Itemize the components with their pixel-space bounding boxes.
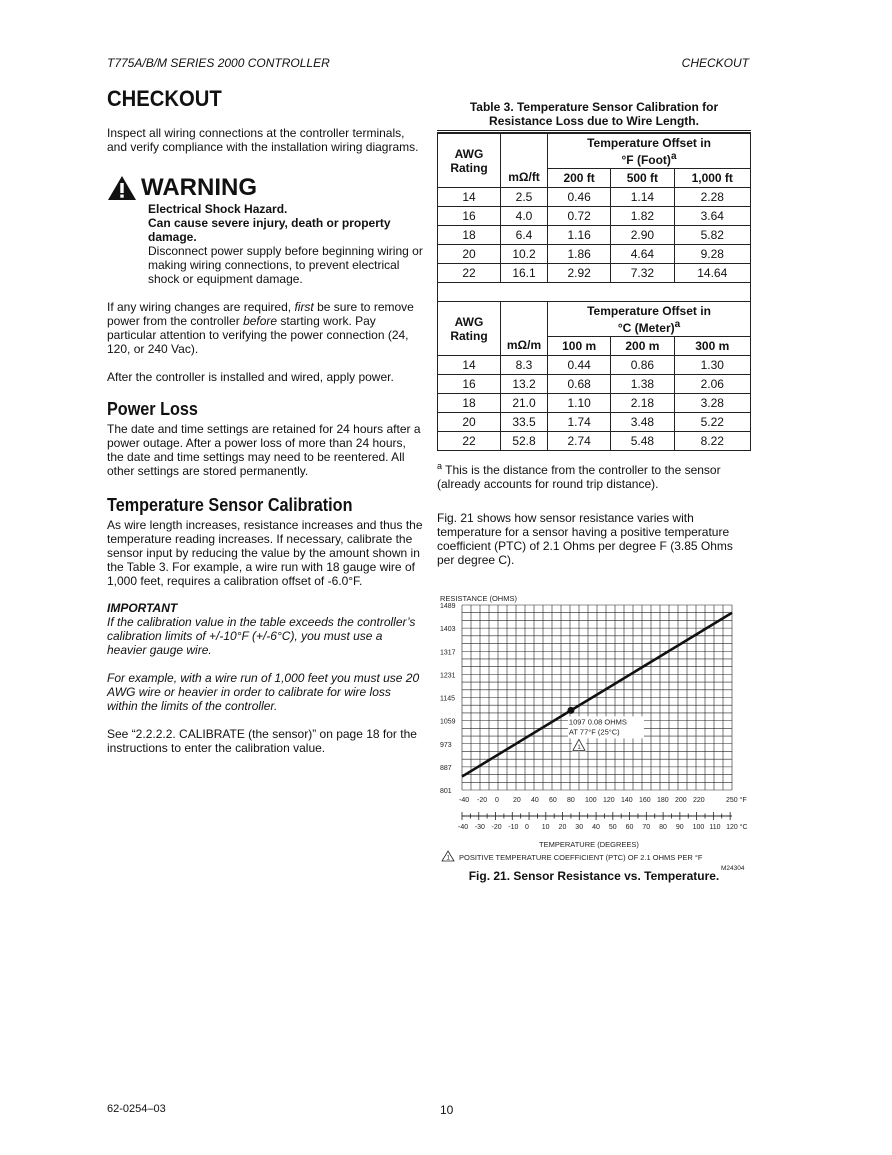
warning-box [107, 174, 423, 286]
table-cell: 2.28 [674, 188, 751, 207]
running-header-section: CHECKOUT [681, 56, 749, 70]
table-cell: 2.5 [501, 188, 548, 207]
table-cell: 4.0 [501, 207, 548, 226]
table-cell: 4.64 [611, 245, 674, 264]
y-tick-label: 973 [440, 741, 452, 749]
column-header: 300 m [674, 337, 751, 356]
left-column [107, 86, 423, 755]
power-loss-body: The date and time settings are retained for 24 hours after a power outage. After a power loss of more than 24 hours, the date and time settings may need to be reentered. All other settings are stored permanently. [107, 422, 421, 478]
x-tick-label-c: 100 [692, 824, 705, 831]
column-header: 200 ft [548, 169, 611, 188]
table-cell: 20 [438, 245, 501, 264]
ptc-note: POSITIVE TEMPERATURE COEFFICIENT (PTC) OF 2.1 OHMS PER °F [459, 853, 703, 862]
emphasis-before: before [243, 314, 278, 328]
table-cell: 1.16 [548, 226, 611, 245]
calibration-heading: Temperature Sensor Calibration [107, 495, 353, 515]
table-cell: 1.14 [611, 188, 674, 207]
x-tick-label-c: 70 [642, 824, 651, 831]
x-tick-label-c: 0 [525, 824, 529, 831]
x-tick-label-f: 140 [621, 797, 633, 804]
footnote-text: This is the distance from the controller to the sensor (already accounts for round trip distance). [437, 463, 721, 491]
table-row [438, 264, 751, 283]
see-calibrate-paragraph: See “2.2.2.2. CALIBRATE (the sensor)” on page 18 for the instructions to enter the calibration value. [107, 727, 417, 755]
warning-body [148, 202, 423, 286]
table-cell: 0.86 [611, 356, 674, 375]
awg-rating-header-c [438, 302, 501, 356]
x-tick-label-c: -10 [508, 824, 519, 831]
f-group-header [548, 134, 751, 169]
unit-header-m: mΩ/m [501, 302, 548, 356]
x-tick-label-c: 110 [709, 824, 721, 831]
table-row [438, 432, 751, 451]
figure-intro: Fig. 21 shows how sensor resistance varies with temperature for a sensor having a positive temperature coefficient (PTC) of 2.1 Ohms per degree F (3.85 Ohms per degree C). [437, 511, 733, 567]
table-cell: 22 [438, 432, 501, 451]
y-tick-label: 1231 [440, 672, 456, 680]
y-tick-label: 887 [440, 764, 452, 772]
column-header: 100 m [548, 337, 611, 356]
table-row [438, 394, 751, 413]
table-cell: 16 [438, 207, 501, 226]
table-row [438, 375, 751, 394]
wiring-changes-paragraph [107, 300, 423, 356]
table-cell: 3.48 [611, 413, 674, 432]
table-cell: 2.06 [674, 375, 751, 394]
x-tick-label-f: 80 [567, 797, 575, 804]
warning-line2: Can cause severe injury, death or property damage. [148, 216, 391, 244]
c-group-line2: °C (Meter) [617, 320, 675, 335]
table-cell: 2.74 [548, 432, 611, 451]
table-cell: 14 [438, 188, 501, 207]
y-tick-label: 1317 [440, 649, 456, 657]
table-row [438, 356, 751, 375]
apply-power-paragraph: After the controller is installed and wired, apply power. [107, 370, 394, 384]
power-loss-heading: Power Loss [107, 399, 198, 419]
f-group-line2: °F (Foot) [621, 152, 671, 167]
x-tick-label-f: -40 [459, 797, 470, 804]
page-number: 10 [440, 1103, 454, 1117]
table-caption [437, 100, 751, 128]
table-cell: 21.0 [501, 394, 548, 413]
note-icon-number: 1 [577, 744, 581, 751]
right-column [437, 100, 751, 883]
awg-label: AWG [454, 314, 484, 329]
emphasis-first: first [294, 300, 314, 314]
x-tick-label-c: 60 [625, 824, 634, 831]
x-axis-title: TEMPERATURE (DEGREES) [539, 840, 639, 849]
x-tick-label-f: 100 [585, 797, 597, 804]
y-tick-label: 801 [440, 788, 452, 795]
table-cell: 14.64 [674, 264, 751, 283]
calibration-table [437, 130, 751, 451]
x-tick-label-f: 40 [531, 797, 539, 804]
calibration-body: As wire length increases, resistance increases and thus the temperature reading increases. If necessary, calibrate the sensor input by reducing the value by the amount shown in the Table 3. For example, a wire run with 18 gauge wire of 1,000 feet, requires a calibration offset of -6.0°F. [107, 518, 423, 588]
annotation-value: 1097 0.08 OHMS [568, 717, 627, 727]
table-cell: 5.48 [611, 432, 674, 451]
table-cell: 6.4 [501, 226, 548, 245]
x-tick-label-f: 180 [657, 797, 669, 804]
x-tick-label-f: 250 °F [726, 797, 747, 804]
x-tick-label-c: -20 [491, 824, 502, 831]
x-tick-label-c: -30 [474, 824, 485, 831]
y-tick-label: 1059 [440, 718, 456, 726]
table-row [438, 245, 751, 264]
table-cell: 20 [438, 413, 501, 432]
table-cell: 0.68 [548, 375, 611, 394]
table-cell: 0.72 [548, 207, 611, 226]
table-cell: 18 [438, 394, 501, 413]
warning-title: WARNING [141, 174, 257, 201]
table-cell: 8.3 [501, 356, 548, 375]
table-cell: 18 [438, 226, 501, 245]
table-cell: 13.2 [501, 375, 548, 394]
table-cell: 7.32 [611, 264, 674, 283]
x-tick-label-f: 220 [693, 797, 705, 804]
x-tick-label-f: 60 [549, 797, 557, 804]
rating-label: Rating [450, 160, 488, 175]
table-caption-line2: Resistance Loss due to Wire Length. [489, 114, 699, 128]
table-cell: 5.22 [674, 413, 751, 432]
warning-title-row [107, 174, 423, 202]
x-tick-label-c: 80 [659, 824, 667, 831]
table-cell: 3.28 [674, 394, 751, 413]
table-cell: 1.86 [548, 245, 611, 264]
table-spacer [438, 283, 751, 302]
warning-triangle-icon [107, 175, 137, 201]
y-axis-title: RESISTANCE (OHMS) [440, 594, 517, 603]
table-cell: 16.1 [501, 264, 548, 283]
important-label: IMPORTANT [107, 601, 178, 615]
x-tick-label-c: 40 [592, 824, 600, 831]
x-tick-label-f: 120 [603, 797, 615, 804]
reference-point [567, 707, 574, 714]
c-group-line1: Temperature Offset in [587, 303, 711, 318]
table-row [438, 207, 751, 226]
annotation-condition: AT 77°F (25°C) [568, 727, 620, 737]
table-footnote [437, 459, 751, 491]
table-cell: 2.18 [611, 394, 674, 413]
c-table-body [438, 356, 751, 451]
table-cell: 5.82 [674, 226, 751, 245]
table-cell: 1.30 [674, 356, 751, 375]
x-tick-label-f: 20 [513, 797, 521, 804]
table-cell: 22 [438, 264, 501, 283]
table-row [438, 226, 751, 245]
warning-line1: Electrical Shock Hazard. [148, 202, 288, 216]
x-tick-label-f: -20 [477, 797, 488, 804]
figure-code: M24304 [721, 865, 745, 872]
table-cell: 9.28 [674, 245, 751, 264]
column-header: 200 m [611, 337, 674, 356]
table-cell: 8.22 [674, 432, 751, 451]
table-cell: 33.5 [501, 413, 548, 432]
figure-caption: Fig. 21. Sensor Resistance vs. Temperature. [468, 869, 720, 883]
x-tick-label-f: 160 [639, 797, 651, 804]
f-group-line1: Temperature Offset in [587, 135, 711, 150]
table-cell: 52.8 [501, 432, 548, 451]
text: starting work. Pay particular attention to verifying the power connection (24, 120, or 240 Vac). [107, 314, 409, 356]
table-cell: 1.38 [611, 375, 674, 394]
text: be sure to remove power from the controller [107, 300, 414, 328]
x-tick-label-c: 120 °C [726, 824, 748, 831]
awg-label: AWG [454, 146, 484, 161]
x-tick-label-c: 30 [575, 824, 584, 831]
table-cell: 0.46 [548, 188, 611, 207]
table-row [438, 188, 751, 207]
table-cell: 2.90 [611, 226, 674, 245]
f-table-body [438, 188, 751, 283]
running-header-title: T775A/B/M SERIES 2000 CONTROLLER [107, 56, 330, 70]
table-cell: 1.82 [611, 207, 674, 226]
resistance-temperature-chart [437, 593, 751, 872]
table-cell: 1.74 [548, 413, 611, 432]
doc-number: 62-0254–03 [107, 1103, 166, 1115]
column-header: 1,000 ft [674, 169, 751, 188]
x-tick-label-c: 10 [541, 824, 550, 831]
rating-label: Rating [450, 328, 488, 343]
unit-header-ft: mΩ/ft [501, 134, 548, 188]
text: If any wiring changes are required, [107, 300, 295, 314]
table-row [438, 413, 751, 432]
checkout-heading: CHECKOUT [107, 86, 222, 111]
table-caption-line1: Table 3. Temperature Sensor Calibration for [469, 100, 719, 114]
x-tick-label-c: 50 [608, 824, 617, 831]
table-cell: 10.2 [501, 245, 548, 264]
x-tick-label-f: 0 [495, 797, 499, 804]
checkout-intro: Inspect all wiring connections at the controller terminals, and verify compliance with the installation wiring diagrams. [107, 126, 419, 154]
important-text-2: For example, with a wire run of 1,000 feet you must use 20 AWG wire or heavier in order to calibrate for wire loss within the limits of the controller. [107, 671, 420, 713]
footnote-mark: a [437, 461, 443, 471]
table-cell: 3.64 [674, 207, 751, 226]
c-group-header [548, 302, 751, 337]
x-tick-label-c: 20 [558, 824, 567, 831]
x-tick-label-f: 200 [675, 797, 687, 804]
table-cell: 1.10 [548, 394, 611, 413]
footnote-mark: a [670, 150, 677, 162]
column-header: 500 ft [611, 169, 674, 188]
x-tick-label-c: 90 [675, 824, 684, 831]
note-icon-number: 1 [446, 855, 450, 862]
x-tick-label-c: -40 [458, 824, 469, 831]
y-tick-label: 1403 [440, 626, 456, 634]
awg-rating-header [438, 134, 501, 188]
table-cell: 14 [438, 356, 501, 375]
footnote-mark: a [674, 318, 681, 330]
y-tick-label: 1145 [440, 695, 456, 703]
important-text-1: If the calibration value in the table exceeds the controller’s calibration limits of +/-10°F (+/-6°C), you must use a heavier gauge wire. [107, 615, 416, 657]
table-cell: 16 [438, 375, 501, 394]
warning-text: Disconnect power supply before beginning wiring or making wiring connections, to prevent electrical shock or equipment damage. [148, 244, 423, 286]
y-tick-label: 1489 [440, 603, 456, 610]
table-cell: 0.44 [548, 356, 611, 375]
table-cell: 2.92 [548, 264, 611, 283]
